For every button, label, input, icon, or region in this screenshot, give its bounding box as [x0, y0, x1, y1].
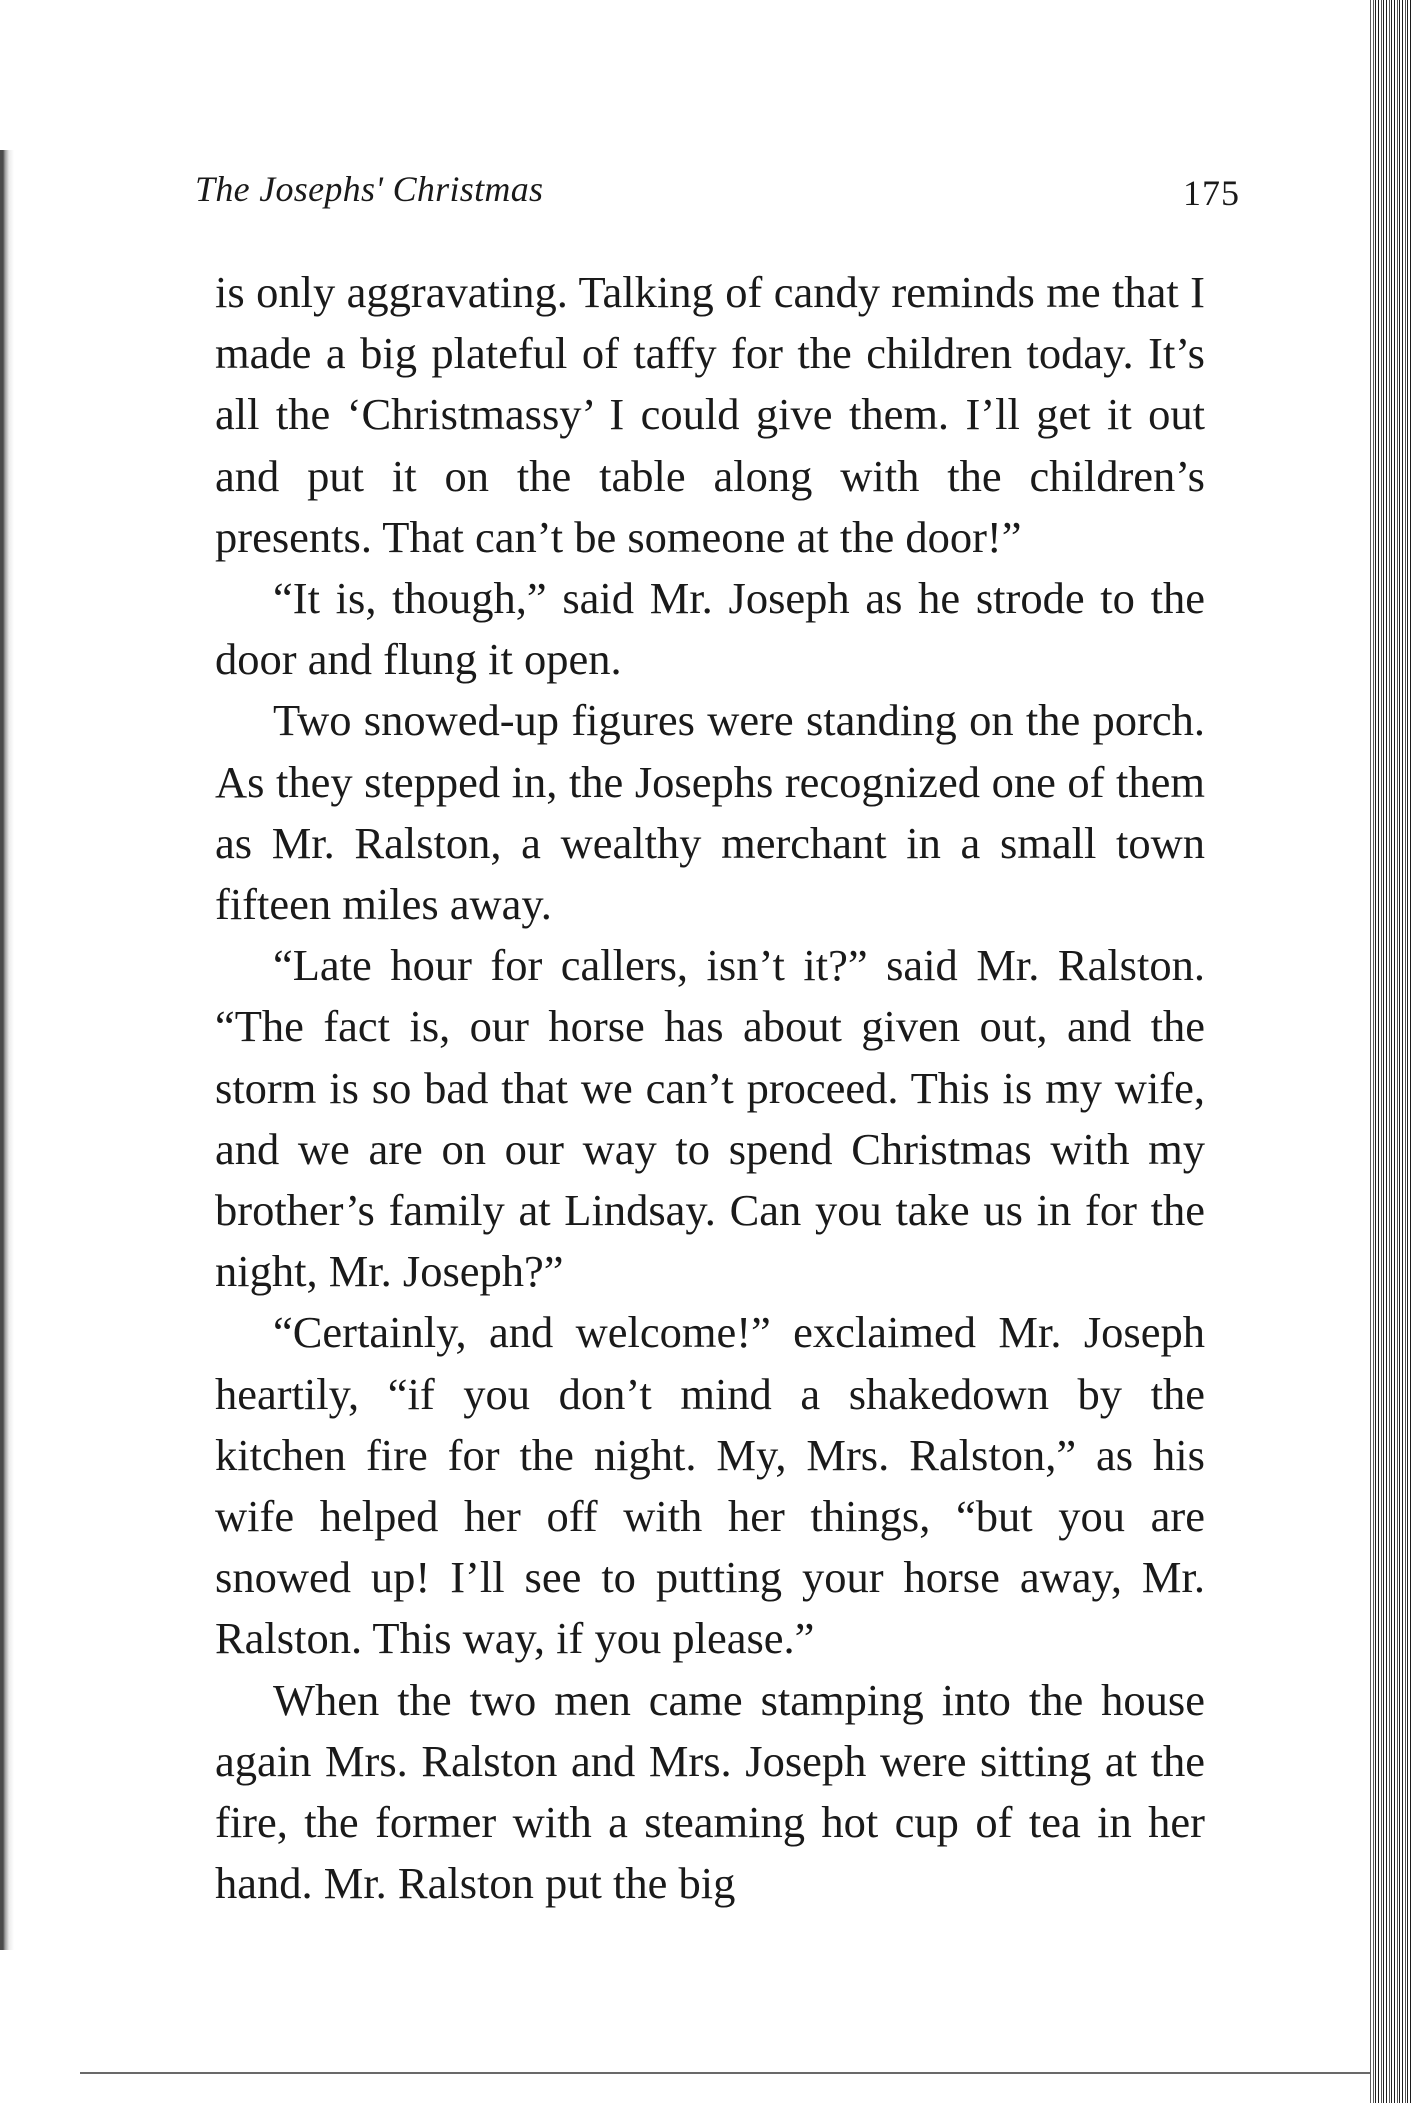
paragraph: “Late hour for callers, isn’t it?” said Mr. Ralston. “The fact is, our horse has about given out, and the storm is so bad that we can’t proceed. This is my wife, and we are on our way to spend Christmas with my brother’s family at Lindsay. Can you take us in for the night, Mr. Joseph?” — [215, 940, 1205, 1297]
paragraph: Two snowed-up figures were standing on the porch. As they stepped in, the Josephs recognized one of them as Mr. Ralston, a wealthy merchant in a small town fifteen miles away. — [215, 695, 1205, 930]
running-title: The Josephs' Christmas — [195, 169, 544, 209]
gutter-shadow — [0, 150, 14, 1950]
body-text — [215, 262, 1205, 1914]
paragraph: “Certainly, and welcome!” exclaimed Mr. Joseph heartily, “if you don’t mind a shakedown by the kitchen fire for the night. My, Mrs. Ralston,” as his wife helped her off with her things, “but you are snowed up! I’ll see to putting your horse away, Mr. Ralston. This way, if you please.” — [215, 1307, 1205, 1664]
paragraph: is only aggravating. Talking of candy reminds me that I made a big plateful of taffy for the children today. It’s all the ‘Christmassy’ I could give them. I’ll get it out and put it on the table along with the children’s presents. That can’t be someone at the door!” — [215, 267, 1205, 562]
paragraph: When the two men came stamping into the house again Mrs. Ralston and Mrs. Joseph were sitting at the fire, the former with a steaming hot cup of tea in her hand. Mr. Ralston put the big — [215, 1674, 1205, 1909]
paragraph: “It is, though,” said Mr. Joseph as he strode to the door and flung it open. — [215, 573, 1205, 685]
page-stack-edge — [1368, 0, 1412, 2103]
running-head — [195, 168, 1240, 218]
page-number: 175 — [1183, 173, 1240, 213]
scan-edge-line — [80, 2072, 1370, 2074]
